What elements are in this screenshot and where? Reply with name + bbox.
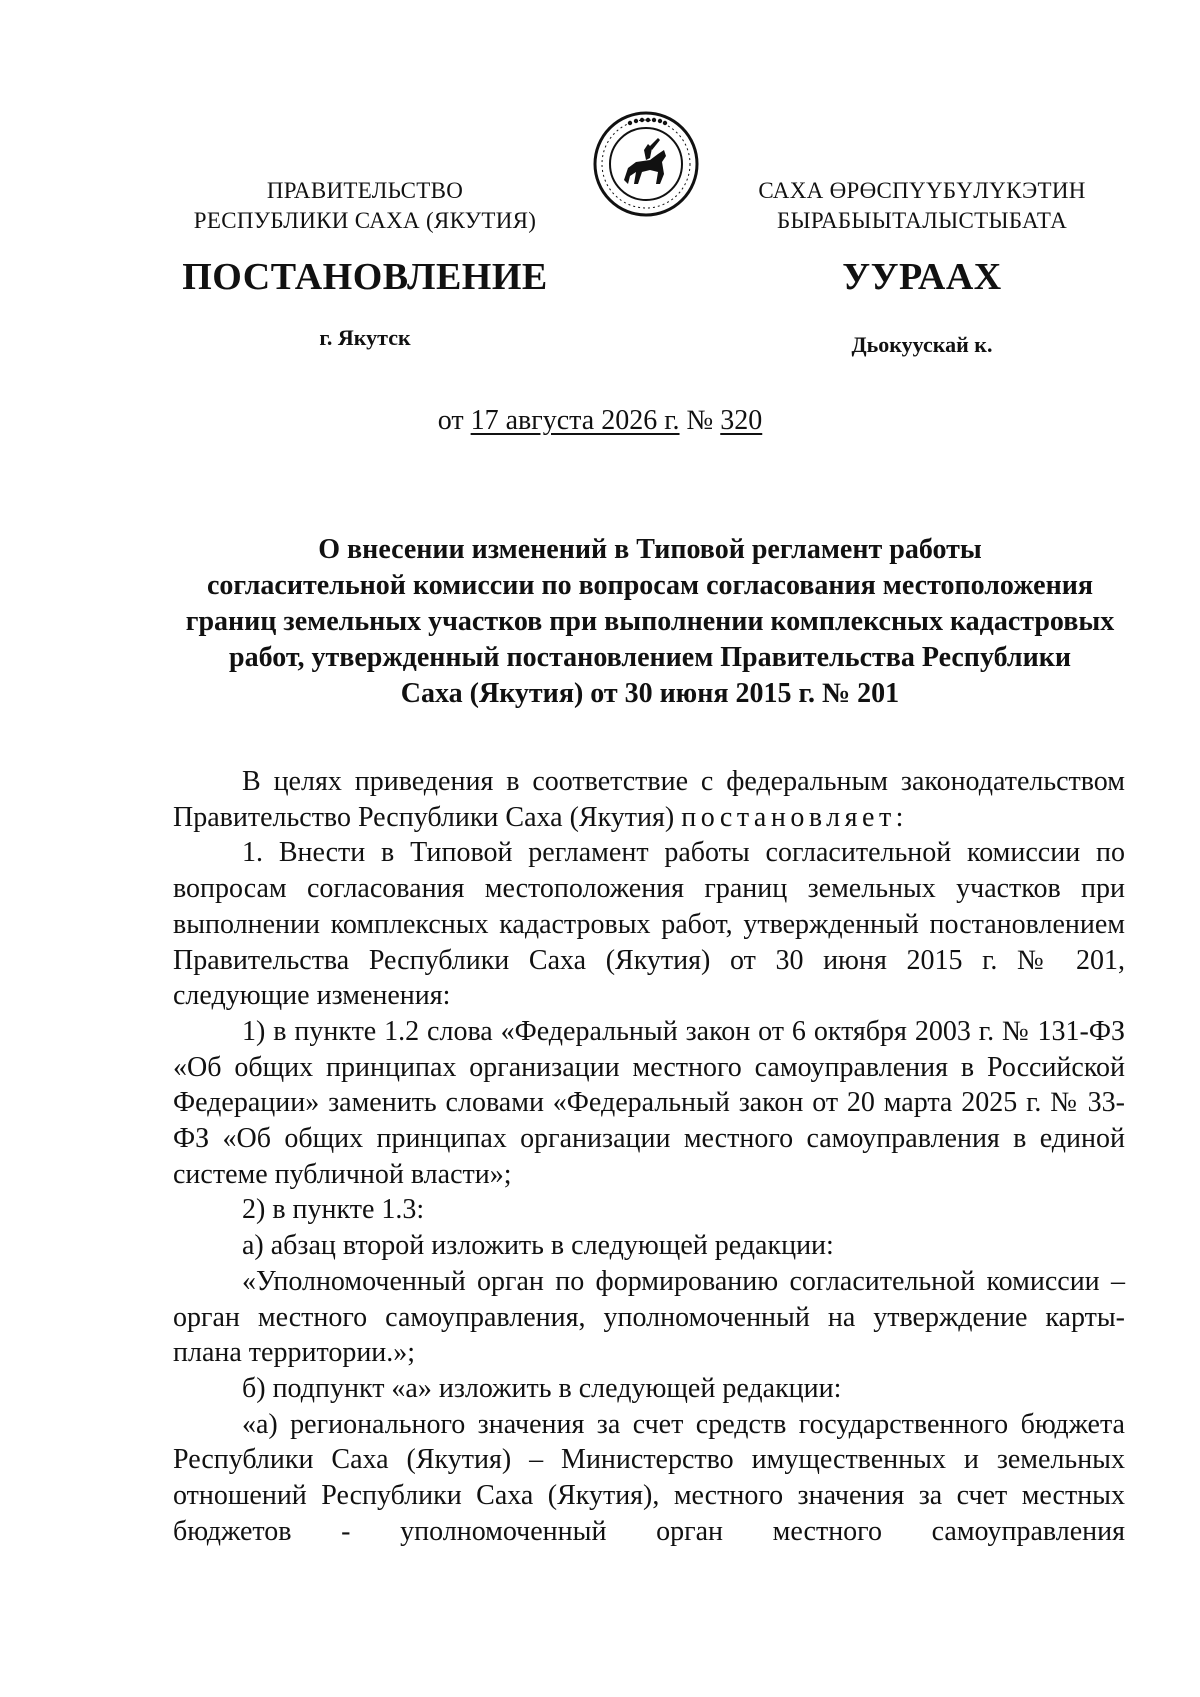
doc-type-ru: ПОСТАНОВЛЕНИЕ [182, 256, 548, 298]
preamble-text: В целях приведения в соответствие с федеральным законодательством Правительство Республики Саха (Якутия) [173, 766, 1125, 833]
title-line: О внесении изменений в Типовой регламент работы [318, 534, 982, 565]
item-1-paragraph: 1. Внести в Типовой регламент работы согласительной комиссии по вопросам согласования местоположения границ земельных участков при выполнении комплексных кадастровых работ, утвержденный постановлением Правительства Республики Саха (Якутия) от 30 июня 2015 г. № 201, следующие изменения: [173, 837, 1125, 1012]
subitem-2a-paragraph: а) абзац второй изложить в следующей редакции: [242, 1230, 834, 1262]
issuer-sah-line2: БЫРАБЫЫТАЛЫСТЫБАТА [776, 208, 1068, 233]
issuer-sah-line1: САХА ӨРӨСПҮҮБҮЛҮКЭТИН [758, 178, 1086, 203]
subitem-2-paragraph: 2) в пункте 1.3: [242, 1194, 425, 1226]
issuer-ru-line1: ПРАВИТЕЛЬСТВО [266, 178, 464, 203]
title-line: границ земельных участков при выполнении комплексных кадастровых [185, 606, 1115, 637]
document-body [173, 764, 1125, 1549]
document-number: 320 [720, 405, 763, 436]
subitem-2b-paragraph: б) подпункт «а» изложить в следующей редакции: [242, 1372, 842, 1404]
issuer-ru-block [160, 176, 570, 236]
resolves-word: постановляет: [681, 801, 908, 833]
city-sah: Дьокуускай к. [851, 332, 993, 357]
document-title [150, 532, 1150, 712]
subitem-1-paragraph: 1) в пункте 1.2 слова «Федеральный закон от 6 октября 2003 г. № 131-ФЗ «Об общих принципах организации местного самоуправления в Российской Федерации» заменить словами «Федеральный закон от 20 марта 2025 г. № 33-ФЗ «Об общих принципах организации местного самоуправления в единой системе публичной власти»; [173, 1015, 1125, 1190]
date-prefix: от [437, 405, 471, 436]
quoted-subpoint-a-paragraph: «а) регионального значения за счет средств государственного бюджета Республики Саха (Якутия) – Министерство имущественных и земельных отношений Республики Саха (Якутия), местного значения за счет местных бюджетов - уполномоченный орган местного самоуправления [173, 1408, 1125, 1547]
document-date: 17 августа 2026 г. [470, 405, 680, 436]
city-ru: г. Якутск [319, 325, 411, 350]
title-line: согласительной комиссии по вопросам согласования местоположения [206, 570, 1094, 601]
number-sign: № [679, 405, 721, 436]
quoted-definition-paragraph: «Уполномоченный орган по формированию согласительной комиссии – орган местного самоуправления, уполномоченный на утверждение карты-плана территории.»; [173, 1265, 1125, 1369]
title-line: Саха (Якутия) от 30 июня 2015 г. № 201 [400, 678, 900, 709]
issuer-ru-line2: РЕСПУБЛИКИ САХА (ЯКУТИЯ) [193, 208, 537, 233]
coat-of-arms-emblem-icon [592, 110, 700, 218]
preamble-paragraph [173, 764, 1125, 835]
doc-type-sah: УУРААХ [842, 256, 1002, 298]
issuer-sah-block [722, 176, 1122, 236]
date-number-line [0, 405, 1200, 437]
title-line: работ, утвержденный постановлением Правительства Республики [229, 642, 1071, 673]
